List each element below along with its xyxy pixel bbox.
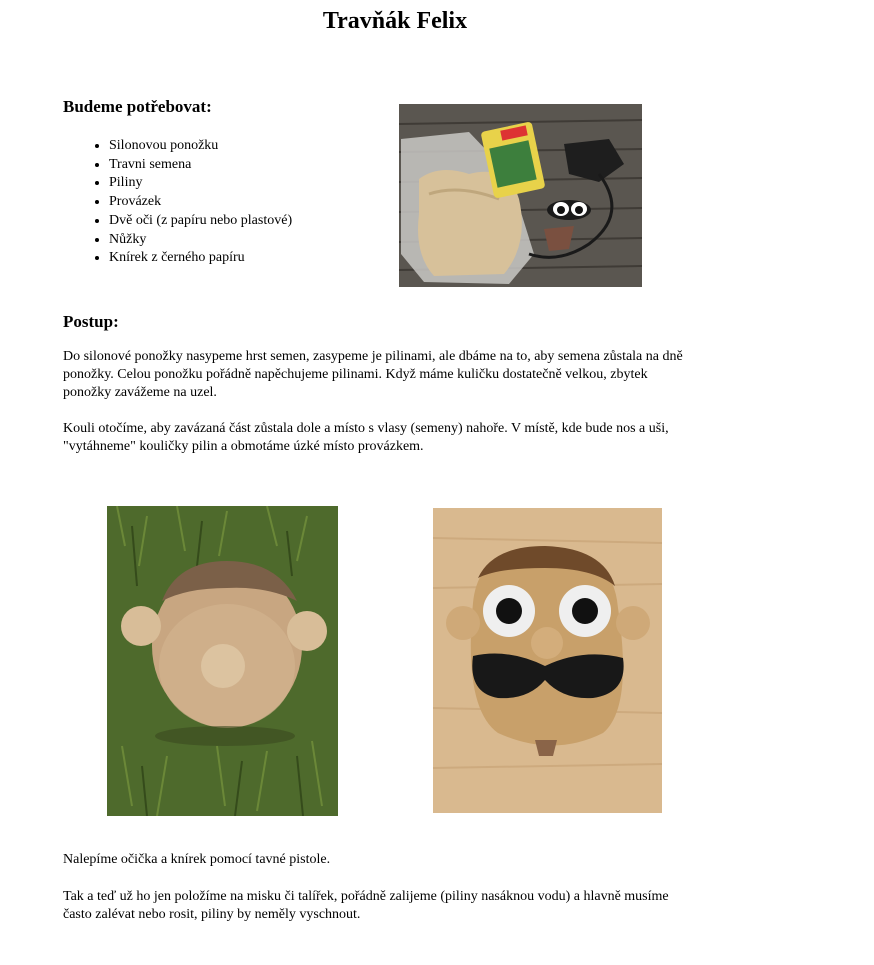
materials-photo bbox=[399, 104, 642, 287]
procedure-paragraph-3: Nalepíme očička a knírek pomocí tavné pistole. bbox=[63, 852, 331, 867]
list-item: • Nůžky bbox=[109, 231, 292, 250]
needs-list bbox=[63, 137, 292, 268]
head-plain-photo bbox=[107, 506, 338, 816]
procedure-paragraph-1: Do silonové ponožky nasypeme hrst semen, zasypeme je pilinami, ale dbáme na to, aby semena zůstala na dně ponožky. Celou ponožku pořádně napěchujeme pilinami. Když máme kuličku dostatečně velkou, zbytek ponožky zavážeme na uzel. bbox=[63, 349, 683, 400]
list-item: • Provázek bbox=[109, 193, 292, 212]
procedure-heading: Postup: bbox=[63, 312, 119, 331]
head-face-photo bbox=[433, 508, 662, 813]
list-item: • Dvě oči (z papíru nebo plastové) bbox=[109, 212, 292, 231]
list-item: • Knírek z černého papíru bbox=[109, 249, 292, 268]
list-item: • Silonovou ponožku bbox=[109, 137, 292, 156]
list-item: • Piliny bbox=[109, 174, 292, 193]
procedure-paragraph-2: Kouli otočíme, aby zavázaná část zůstala dole a místo s vlasy (semeny) nahoře. V místě, kde bude nos a uši, "vytáhneme" kouličky pilin a obmotáme úzké místo provázkem. bbox=[63, 421, 669, 454]
page-title: Travňák Felix bbox=[322, 8, 468, 34]
list-item: • Travni semena bbox=[109, 156, 292, 175]
needs-heading: Budeme potřebovat: bbox=[63, 97, 212, 116]
procedure-paragraph-4: Tak a teď už ho jen položíme na misku či talířek, pořádně zalijeme (piliny nasáknou vodu) a hlavně musíme často zalévat nebo rosit, piliny by neměly vyschnout. bbox=[63, 889, 669, 922]
